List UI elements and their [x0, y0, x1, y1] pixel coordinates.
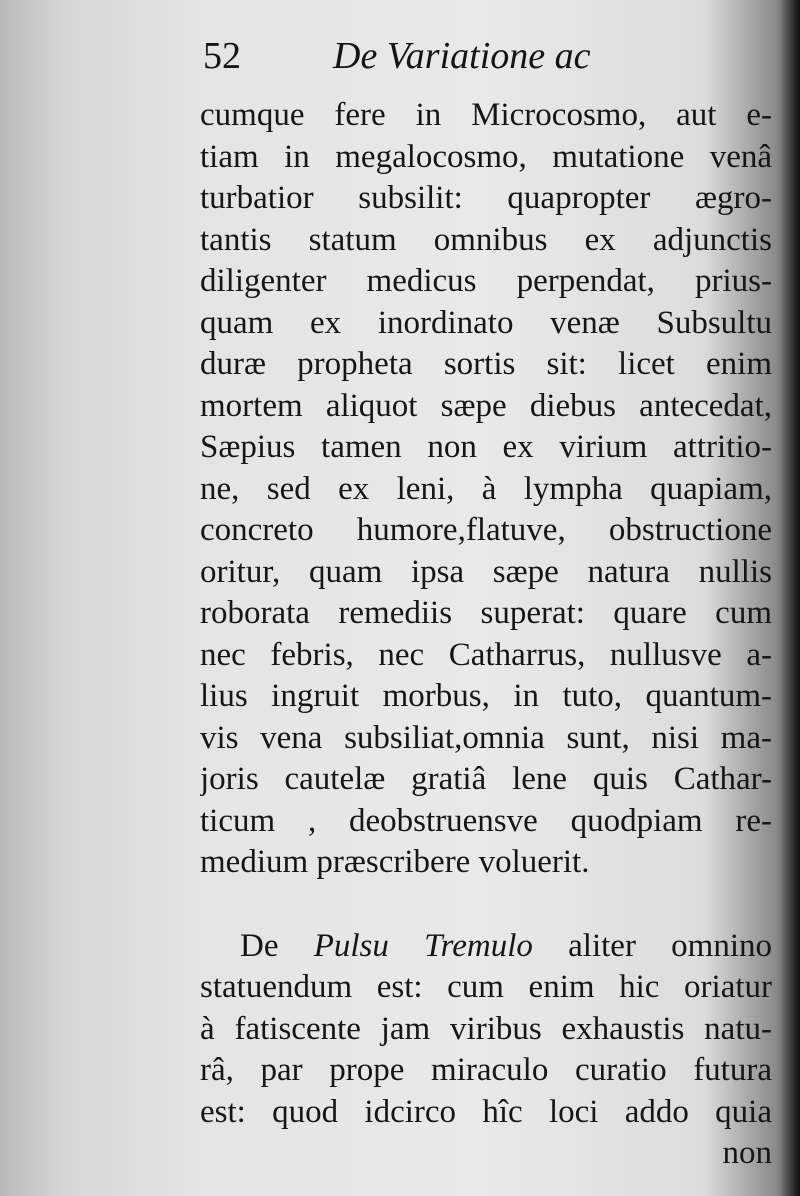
text-line: medium præscribere voluerit.	[200, 844, 590, 880]
text-line: joris cautelæ gratiâ lene quis Cathar-	[200, 761, 772, 797]
text-line: diligenter medicus perpendat, prius-	[200, 263, 772, 299]
paragraph-gap	[200, 884, 772, 926]
text-line: nec febris, nec Catharrus, nullusve a-	[200, 636, 772, 673]
running-head: De Variatione ac	[333, 35, 591, 77]
page-number: 52	[203, 35, 241, 77]
paragraph-1	[200, 95, 772, 884]
italic-term: Pulsu Tremulo	[313, 927, 533, 964]
page-edge-shadow	[780, 0, 800, 1196]
text-line: est: quod idcirco hîc loci addo quia	[200, 1093, 772, 1130]
text-line: duræ propheta sortis sit: licet enim	[200, 346, 772, 382]
text-line: roborata remediis superat: quare cum	[200, 595, 772, 631]
body-text	[200, 95, 772, 1175]
text-fragment: aliter omnino	[532, 927, 772, 964]
text-line: lius ingruit morbus, in tuto, quantum-	[200, 678, 772, 714]
text-line-first	[200, 926, 772, 968]
text-line: tiam in megalocosmo, mutatione venâ	[200, 138, 772, 175]
catchword: non	[722, 1135, 772, 1171]
text-line: ne, sed ex leni, à lympha quapiam,	[200, 470, 772, 507]
text-line: vis vena subsiliat,omnia sunt, nisi ma-	[200, 719, 772, 756]
text-line: à fatiscente jam viribus exhaustis natu-	[200, 1010, 772, 1047]
text-line: Sæpius tamen non ex virium attritio-	[200, 429, 772, 465]
paragraph-2	[200, 926, 772, 1175]
text-line: mortem aliquot sæpe diebus antecedat,	[200, 387, 772, 424]
text-line: râ, par prope miraculo curatio futura	[200, 1052, 772, 1088]
text-line: tantis statum omnibus ex adjunctis	[200, 221, 772, 258]
text-line: ticum , deobstruensve quodpiam re-	[200, 802, 772, 839]
text-line: cumque fere in Microcosmo, aut e-	[200, 97, 772, 133]
page-header	[203, 30, 773, 80]
text-line: concreto humore,flatuve, obstructione	[200, 512, 772, 548]
text-line: oritur, quam ipsa sæpe natura nullis	[200, 553, 772, 590]
text-fragment: De	[240, 927, 314, 964]
text-line: quam ex inordinato venæ Subsultu	[200, 304, 772, 341]
text-line: statuendum est: cum enim hic oriatur	[200, 969, 772, 1005]
text-line: turbatior subsilit: quapropter ægro-	[200, 180, 772, 216]
